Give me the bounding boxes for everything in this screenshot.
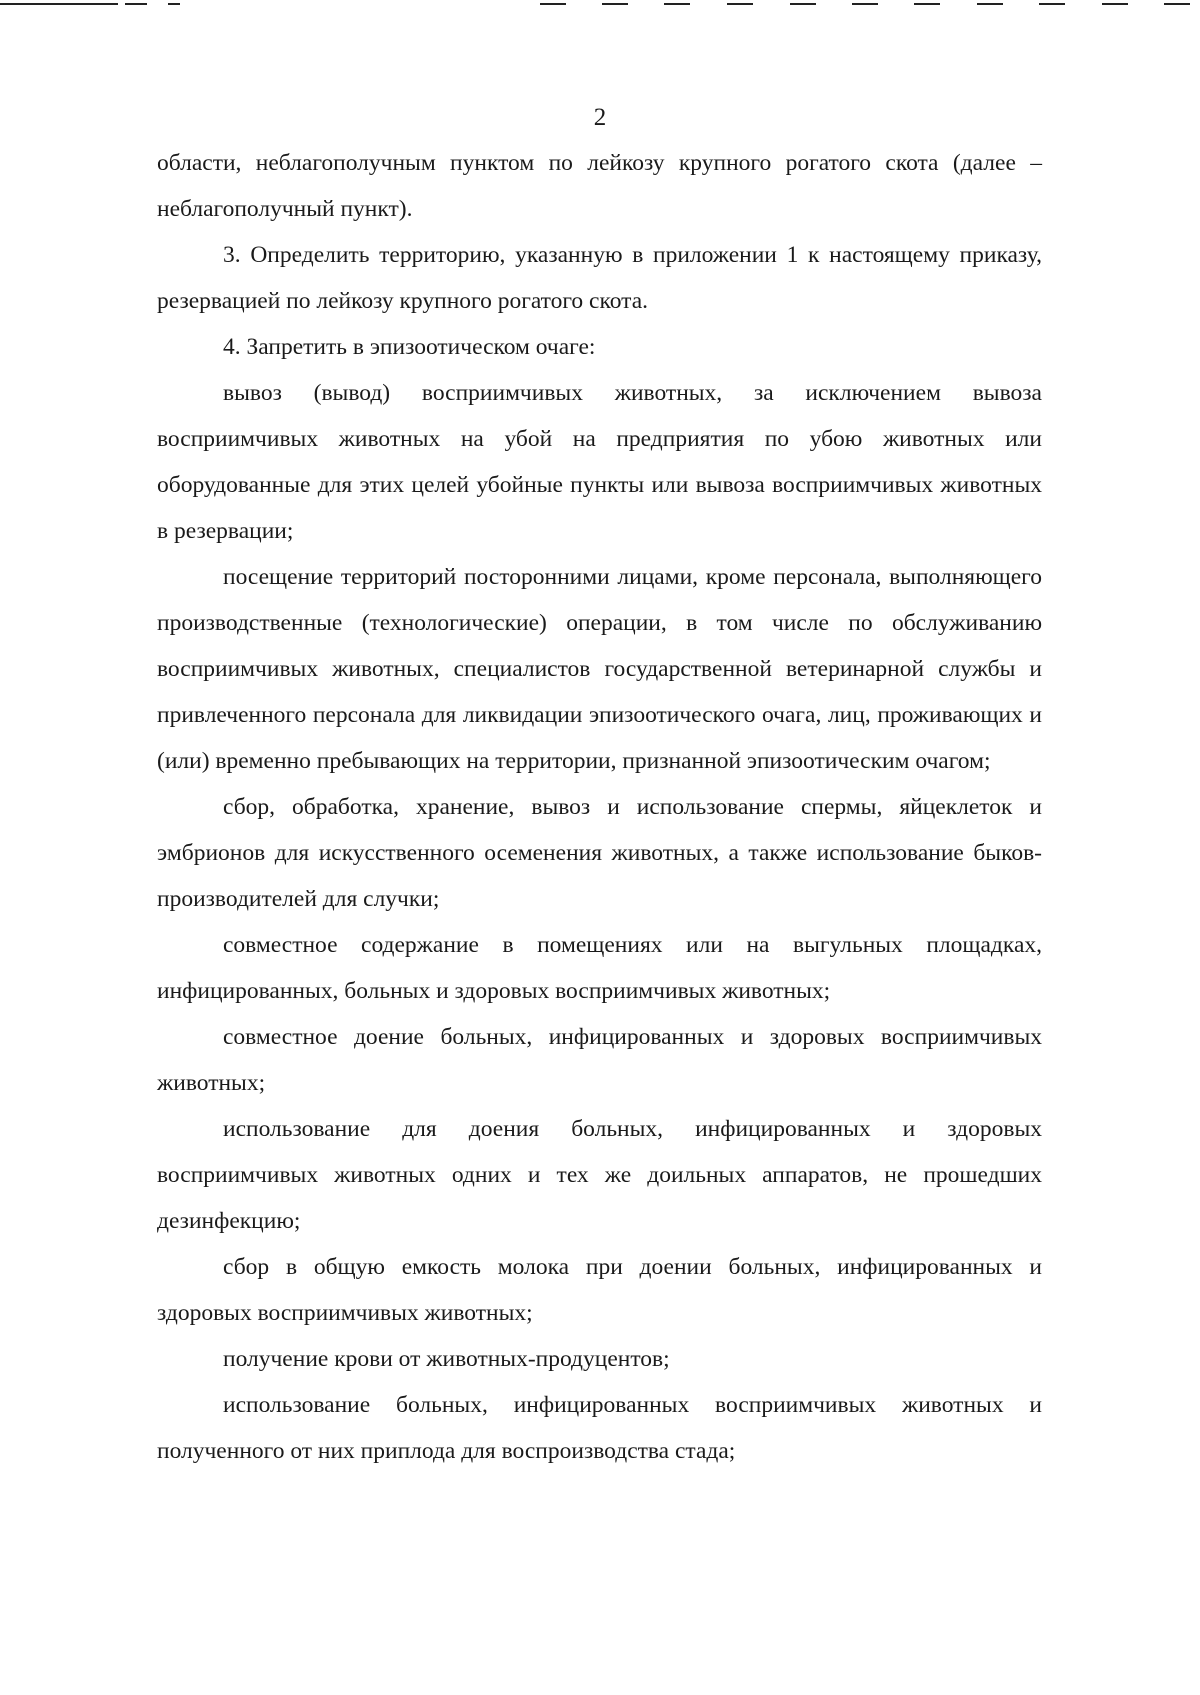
- paragraph: 3. Определить территорию, указанную в приложении 1 к настоящему приказу, резервацией по лейкозу крупного рогатого скота.: [157, 242, 1042, 314]
- paragraph: посещение территорий посторонними лицами, кроме персонала, выполняющего производственные (технологические) операции, в том числе по обслуживанию восприимчивых животных, специалистов государственной ветеринарной службы и привлеченного персонала для ликвидации эпизоотического очага, лиц, проживающих и (или) временно пребывающих на территории, признанной эпизоотическим очагом;: [157, 564, 1042, 774]
- paragraph: области, неблагополучным пунктом по лейкозу крупного рогатого скота (далее – неблагополучный пункт).: [157, 150, 1042, 222]
- paragraph: вывоз (вывод) восприимчивых животных, за исключением вывоза восприимчивых животных на убой на предприятия по убою животных или оборудованные для этих целей убойные пункты или вывоза восприимчивых животных в резервации;: [157, 380, 1042, 544]
- scan-mark: [790, 3, 816, 5]
- paragraph: 4. Запретить в эпизоотическом очаге:: [223, 334, 596, 360]
- scan-mark: [125, 3, 147, 5]
- paragraph: совместное доение больных, инфицированных и здоровых восприимчивых животных;: [157, 1024, 1042, 1096]
- document-body: [157, 140, 1042, 1474]
- scan-mark: [1039, 3, 1065, 5]
- scan-mark: [0, 3, 118, 5]
- scan-mark: [664, 3, 690, 5]
- scan-mark: [727, 3, 753, 5]
- scan-mark: [540, 3, 566, 5]
- paragraph: получение крови от животных-продуцентов;: [223, 1346, 670, 1372]
- page-number: 2: [593, 104, 607, 131]
- scan-mark: [602, 3, 628, 5]
- scan-mark: [1164, 3, 1190, 5]
- paragraph: сбор в общую емкость молока при доении больных, инфицированных и здоровых восприимчивых животных;: [157, 1254, 1042, 1326]
- paragraph: использование больных, инфицированных восприимчивых животных и полученного от них приплода для воспроизводства стада;: [157, 1392, 1042, 1464]
- paragraph: совместное содержание в помещениях или на выгульных площадках, инфицированных, больных и здоровых восприимчивых животных;: [157, 932, 1042, 1004]
- scan-mark: [852, 3, 878, 5]
- scan-mark: [1102, 3, 1128, 5]
- scan-mark: [977, 3, 1003, 5]
- scan-mark: [914, 3, 940, 5]
- scan-mark: [168, 3, 180, 5]
- paragraph: использование для доения больных, инфицированных и здоровых восприимчивых животных одних и тех же доильных аппаратов, не прошедших дезинфекцию;: [157, 1116, 1042, 1234]
- scan-artifact-marks: [0, 0, 1200, 12]
- paragraph: сбор, обработка, хранение, вывоз и использование спермы, яйцеклеток и эмбрионов для искусственного осеменения животных, а также использование быков-производителей для случки;: [157, 794, 1042, 912]
